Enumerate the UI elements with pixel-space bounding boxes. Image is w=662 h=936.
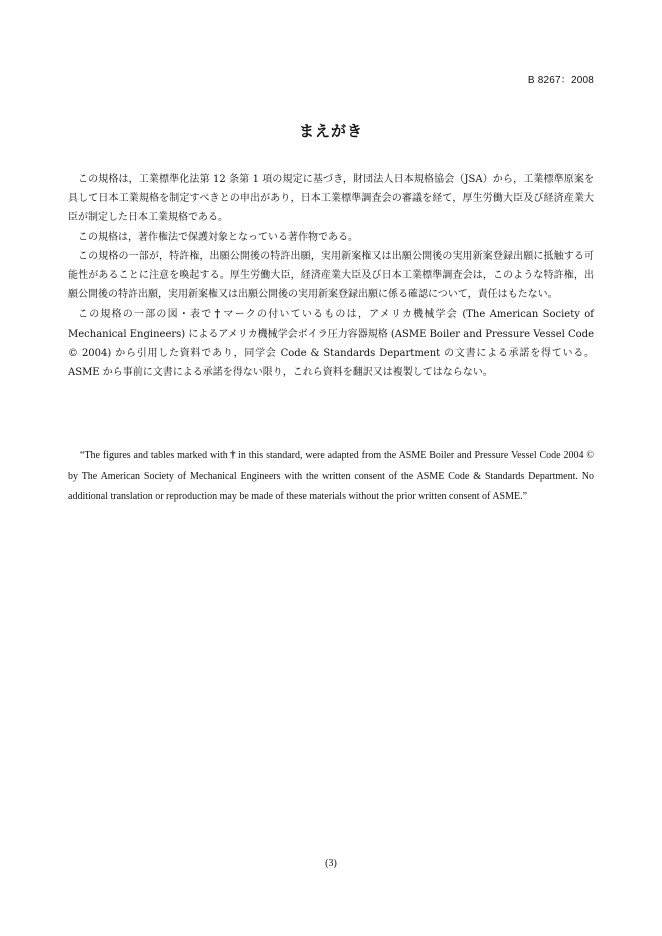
notice-text-start: “The figures and tables marked with xyxy=(80,450,228,461)
paragraph-enactment: この規格は，工業標準化法第 12 条第 1 項の規定に基づき，財団法人日本規格協会（JSA）から，工業標準原案を具して日本工業規格を制定すべきとの申出があり，日本工業標準調査会の審議を経て，厚生労働大臣及び経済産業大臣が制定した日本工業規格である。 xyxy=(68,174,594,224)
asme-reference-text-start: この規格の一部の図・表で xyxy=(78,309,213,321)
asme-reference-text-end: マークの付いているものは，アメリカ機械学会 (The American Society of Mechanical Engineers) によるアメリカ機械学会ボイラ圧力容器規格 (ASME Boiler and Pressure Vessel Code © 2004) から引用した資料であり，同学会 Code & Standards Department の文書による承諾を得ている。ASME から事前に文書による承諾を得ない限り，これら資料を翻訳又は複製してはならない。 xyxy=(68,309,594,379)
page-title: まえがき xyxy=(298,122,363,140)
foreword-body xyxy=(68,170,594,382)
notice-text-end: in this standard, were adapted from the ASME Boiler and Pressure Vessel Code 2004 © by The American Society of Mechanical Engineers with the written consent of the ASME Code & Standards Department. No additional translation or reproduction may be made of these materials without the prior written consent of ASME.” xyxy=(68,450,595,502)
document-code: B 8267：2008 xyxy=(527,75,594,86)
paragraph-asme-reference xyxy=(68,304,594,382)
english-consent-notice xyxy=(68,445,594,508)
page-number: (3) xyxy=(325,858,337,869)
dagger-mark-english: † xyxy=(229,449,237,461)
paragraph-copyright: この規格は，著作権法で保護対象となっている著作物である。 xyxy=(78,231,358,243)
dagger-mark: † xyxy=(214,307,222,321)
paragraph-patent: この規格の一部が，特許権，出願公開後の特許出願，実用新案権又は出願公開後の実用新案登録出願に抵触する可能性があることに注意を喚起する。厚生労働大臣，経済産業大臣及び日本工業標準調査会は，このような特許権，出願公開後の特許出願，実用新案権又は出願公開後の実用新案登録出願に係る確認について，責任はもたない。 xyxy=(68,250,594,301)
